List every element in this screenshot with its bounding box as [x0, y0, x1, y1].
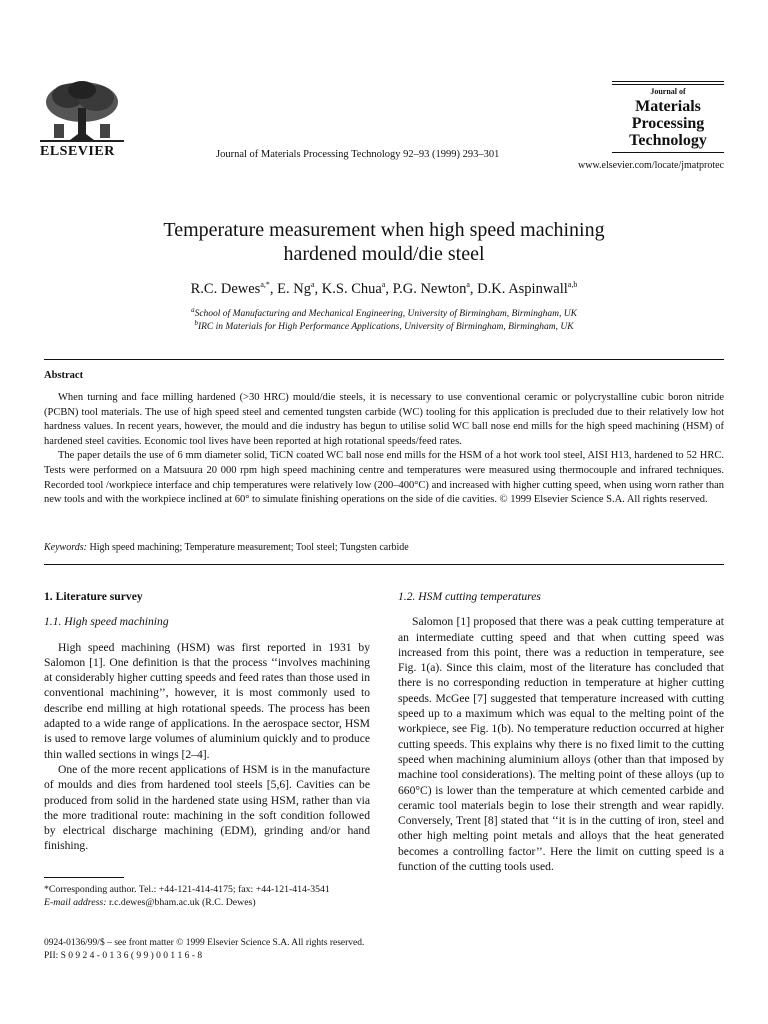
author-4: P.G. Newton$^a$,	[392, 280, 478, 297]
subsection-1-2-heading: 1.2. HSM cutting temperatures	[398, 590, 541, 603]
journal-logo-line1: Materials	[635, 98, 701, 115]
pii-line: PII: S 0 9 2 4 - 0 1 3 6 ( 9 9 ) 0 0 1 1 6 - 8	[44, 951, 203, 961]
footnote-rule	[44, 877, 124, 878]
author-list	[84, 280, 684, 298]
abstract-paragraph-1: When turning and face milling hardened (>30 HRC) mould/die steels, it is necessary to use conventional ceramic or polycrystalline cubic boron nitride (PCBN) tool materials. The use of high speed steel and cemented tungsten carbide (WC) tooling for this application is precluded due to their relatively low hot hardness values. In recent years, however, the mould and die industry has begun to utilise solid WC ball nose end mills for the high speed machining (HSM) of hardened steel cavities. Economic tool lives have been reported at high rotational speeds/feed rates.	[44, 392, 724, 447]
corresponding-author: *Corresponding author. Tel.: +44-121-414-4175; fax: +44-121-414-3541	[44, 884, 330, 895]
author-1: R.C. Dewes$^{a,*}$,	[190, 280, 278, 297]
abstract-rule-top	[44, 359, 724, 360]
title-line-2: hardened mould/die steel	[283, 243, 485, 265]
journal-logo-rule-top	[612, 81, 724, 82]
keywords	[44, 542, 724, 553]
abstract-paragraph-2: The paper details the use of 6 mm diameter solid, TiCN coated WC ball nose end mills for the HSM of a hot work tool steel, AISI H13, hardened to 52 HRC. Tests were performed on a Matsuura 20 000 rpm high speed machining centre and temperatures were measured using thermocouple and infrared techniques. Recorded tool /workpiece interface and chip temperatures were relatively low (200–400°C) and increased with higher cutting speed, when using worn rather than new tools and with the workpiece inclined at 60° to simulate finishing operations on the side of die cavities. © 1999 Elsevier Science S.A. All rights reserved.	[44, 450, 724, 506]
email-line: E-mail address: r.c.dewes@bham.ac.uk (R.C. Dewes)	[44, 897, 256, 908]
article-title	[84, 218, 684, 266]
section-1-heading: 1. Literature survey	[44, 590, 143, 603]
email-address[interactable]: r.c.dewes@bham.ac.uk (R.C. Dewes)	[108, 897, 256, 908]
journal-logo-rule-bottom	[612, 152, 724, 153]
left-paragraph-2: One of the more recent applications of HSM is in the manufacture of moulds and dies from hardened tool steels [5,6]. Cavities can be produced from solid in the hardened state using HSM, rather than via the more traditional route: machining in the soft condition followed by electrical discharge machining (EDM), grinding and/or hand finishing.	[44, 762, 370, 853]
keywords-list: High speed machining; Temperature measurement; Tool steel; Tungsten carbide	[89, 542, 409, 553]
page-footer	[44, 937, 364, 963]
left-paragraph-1: High speed machining (HSM) was first reported in 1931 by Salomon [1]. One definition is that the process ‘‘involves machining at considerably higher cutting speeds and feed rates than those used in conventional machining’’, however, it is most commonly used to describe end milling at high rotational speeds. The process has been adapted to a wide range of applications. In the aerospace sector, HSM is used to remove large volumes of aluminium quickly and to produce thin walled sections in wings [2–4].	[44, 640, 370, 761]
affiliation-b: $^b$IRC in Materials for High Performance Applications, University of Birmingham, Birmingham, UK	[194, 319, 574, 333]
footnote	[44, 883, 370, 909]
journal-url[interactable]: www.elsevier.com/locate/jmatprotec	[578, 160, 724, 171]
affiliation-a: $^a$School of Manufacturing and Mechanical Engineering, University of Birmingham, Birmingham, UK	[191, 306, 577, 320]
journal-citation: Journal of Materials Processing Technology 92–93 (1999) 293–301	[216, 149, 500, 160]
right-column	[398, 589, 724, 874]
title-line-1: Temperature measurement when high speed machining	[163, 219, 605, 241]
copyright-line: 0924-0136/99/$ – see front matter © 1999 Elsevier Science S.A. All rights reserved.	[44, 938, 365, 948]
left-column	[44, 589, 370, 854]
abstract-heading: Abstract	[44, 370, 84, 381]
author-2: E. Ng$^a$,	[277, 280, 322, 297]
journal-logo-line2: Processing	[631, 115, 705, 132]
keywords-label: Keywords:	[44, 542, 87, 553]
author-3: K.S. Chua$^a$,	[321, 280, 393, 297]
publisher-name: ELSEVIER	[40, 144, 115, 159]
journal-logo-line3: Technology	[629, 132, 707, 149]
journal-logo-rule-top-2	[612, 84, 724, 85]
abstract-body	[44, 391, 724, 508]
abstract-rule-bottom	[44, 564, 724, 565]
journal-logo-small: Journal of	[650, 87, 686, 96]
subsection-1-1-heading: 1.1. High speed machining	[44, 615, 169, 629]
right-paragraph-1: Salomon [1] proposed that there was a peak cutting temperature at an intermediate cutting speed and that when cutting speed was increased from this point, there was a reduction in temperature, see Fig. 1(a). Since this claim, most of the literature has concluded that there is no corresponding reduction in temperature at higher cutting speeds. McGee [7] suggested that temperature increased with cutting speed up to a maximum which was equal to the melting point of the workpiece, see Fig. 1(b). No temperature reduction occurred at higher cutting speeds. This explains why there is no fixed limit to the cutting speed when machining aluminium alloys (other than that imposed by machine tool considerations). The melting point of these alloys (up to 660°C) is lower than the temperature at which cemented carbide and ceramic tool materials begin to lose their strength and wear rapidly. Conversely, Trent [8] stated that ‘‘it is in the cutting of iron, steel and other high melting point metals and alloys that the heat generated becomes a controlling factor’’. Here the limit on cutting speed is a function of the cutting tools used.	[398, 615, 724, 874]
author-5: D.K. Aspinwall$^{a,b}$	[477, 280, 578, 297]
